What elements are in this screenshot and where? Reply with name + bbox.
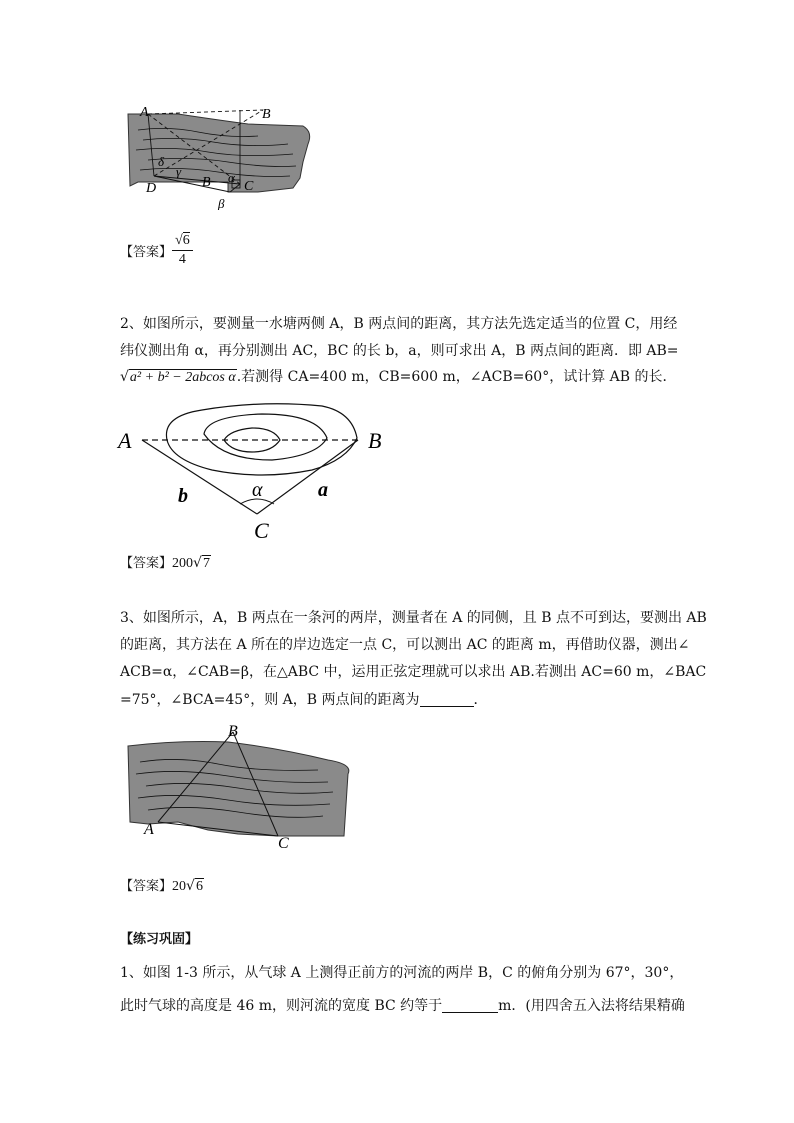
answer-3: 【答案】20√6 (120, 878, 203, 894)
problem-2-formula: a² + b² − 2abcos α (129, 370, 236, 385)
fig3-label-A: A (144, 821, 154, 838)
fig1-label-gamma: γ (176, 164, 182, 179)
answer-2-radicand: 7 (202, 556, 210, 571)
fig2-label-a: a (318, 479, 328, 501)
answer-2: 【答案】200√7 (120, 555, 210, 571)
fig1-label-alpha: α (228, 170, 235, 185)
answer-1 (120, 232, 193, 268)
fig1-label-B-top: B (262, 107, 271, 122)
fig1-label-D: D (146, 181, 157, 196)
problem-3-line-4-pre: =75°，∠BCA=45°，则 A，B 两点间的距离为 (120, 692, 420, 708)
fig3-label-B: B (228, 723, 238, 740)
answer-1-numerator: 6 (182, 232, 190, 248)
figure-2-pond-diagram (112, 398, 402, 543)
problem-2-line-1: 2、如图所示，要测量一水塘两侧 A，B 两点间的距离，其方法先选定适当的位置 C，用经 (120, 316, 678, 332)
answer-2-coefficient: 200 (172, 556, 194, 571)
pond-middle (204, 414, 327, 460)
answer-3-radicand: 6 (195, 879, 203, 894)
fig1-label-beta: β (218, 196, 225, 210)
answer-1-denominator: 4 (178, 251, 186, 267)
fig1-label-A: A (140, 105, 149, 120)
fig2-label-B: B (368, 428, 382, 453)
problem-3-line-4-post: ． (473, 692, 488, 708)
river-shape-3 (128, 742, 349, 837)
problem-3-line-3: ACB=α，∠CAB=β，在△ABC 中，运用正弦定理就可以求出 AB.若测出 AC=60 m，∠BAC (120, 664, 707, 680)
practice-line-2 (120, 993, 685, 1020)
fig2-label-b: b (178, 485, 188, 507)
practice-heading: 【练习巩固】 (120, 932, 199, 947)
problem-2-line-3 (120, 364, 677, 391)
answer-2-tag: 【答案】 (120, 556, 173, 571)
practice-line-2-post: m．(用四舍五入法将结果精确 (498, 998, 685, 1014)
fig1-label-delta: δ (158, 154, 165, 169)
answer-3-coefficient: 20 (172, 879, 187, 894)
practice-answer-blank[interactable] (442, 996, 498, 1013)
fig2-label-A: A (118, 428, 132, 453)
answer-3-tag: 【答案】 (120, 879, 173, 894)
fig2-label-alpha: α (252, 479, 263, 501)
fig2-label-C: C (254, 518, 269, 543)
problem-3-line-2: 的距离，其方法在 A 所在的岸边选定一点 C，可以测出 AC 的距离 m，再借助仪器，测出∠ (120, 637, 690, 653)
figure-1-river-diagram (118, 100, 318, 210)
fig3-label-C: C (278, 835, 289, 852)
practice-line-1: 1、如图 1-3 所示，从气球 A 上测得正前方的河流的两岸 B，C 的俯角分别为 67°，30°， (120, 965, 684, 981)
practice-line-2-pre: 此时气球的高度是 46 m，则河流的宽度 BC 约等于 (120, 998, 443, 1014)
problem-3-line-4 (120, 687, 488, 714)
problem-2-line-3-rest: .若测得 CA=400 m，CB=600 m，∠ACB=60°，试计算 AB 的长． (236, 369, 677, 385)
fig1-label-B-bottom: B (202, 175, 211, 190)
problem-3-answer-blank[interactable] (420, 690, 474, 707)
figure-3-river-diagram (118, 718, 358, 853)
answer-1-tag: 【答案】 (120, 244, 173, 260)
problem-2-line-2: 纬仪测出角 α，再分别测出 AC，BC 的长 b，a，则可求出 A，B 两点间的距离．即 AB= (120, 343, 679, 359)
problem-3-line-1: 3、如图所示，A，B 两点在一条河的两岸，测量者在 A 的同侧，且 B 点不可到达，要测出 AB (120, 610, 707, 626)
fig1-label-C: C (244, 179, 254, 194)
answer-1-fraction: $\frac{√6}{4}$ (172, 232, 193, 269)
problem-2-sqrt-formula: √a² + b² − 2abcos α (120, 369, 236, 385)
